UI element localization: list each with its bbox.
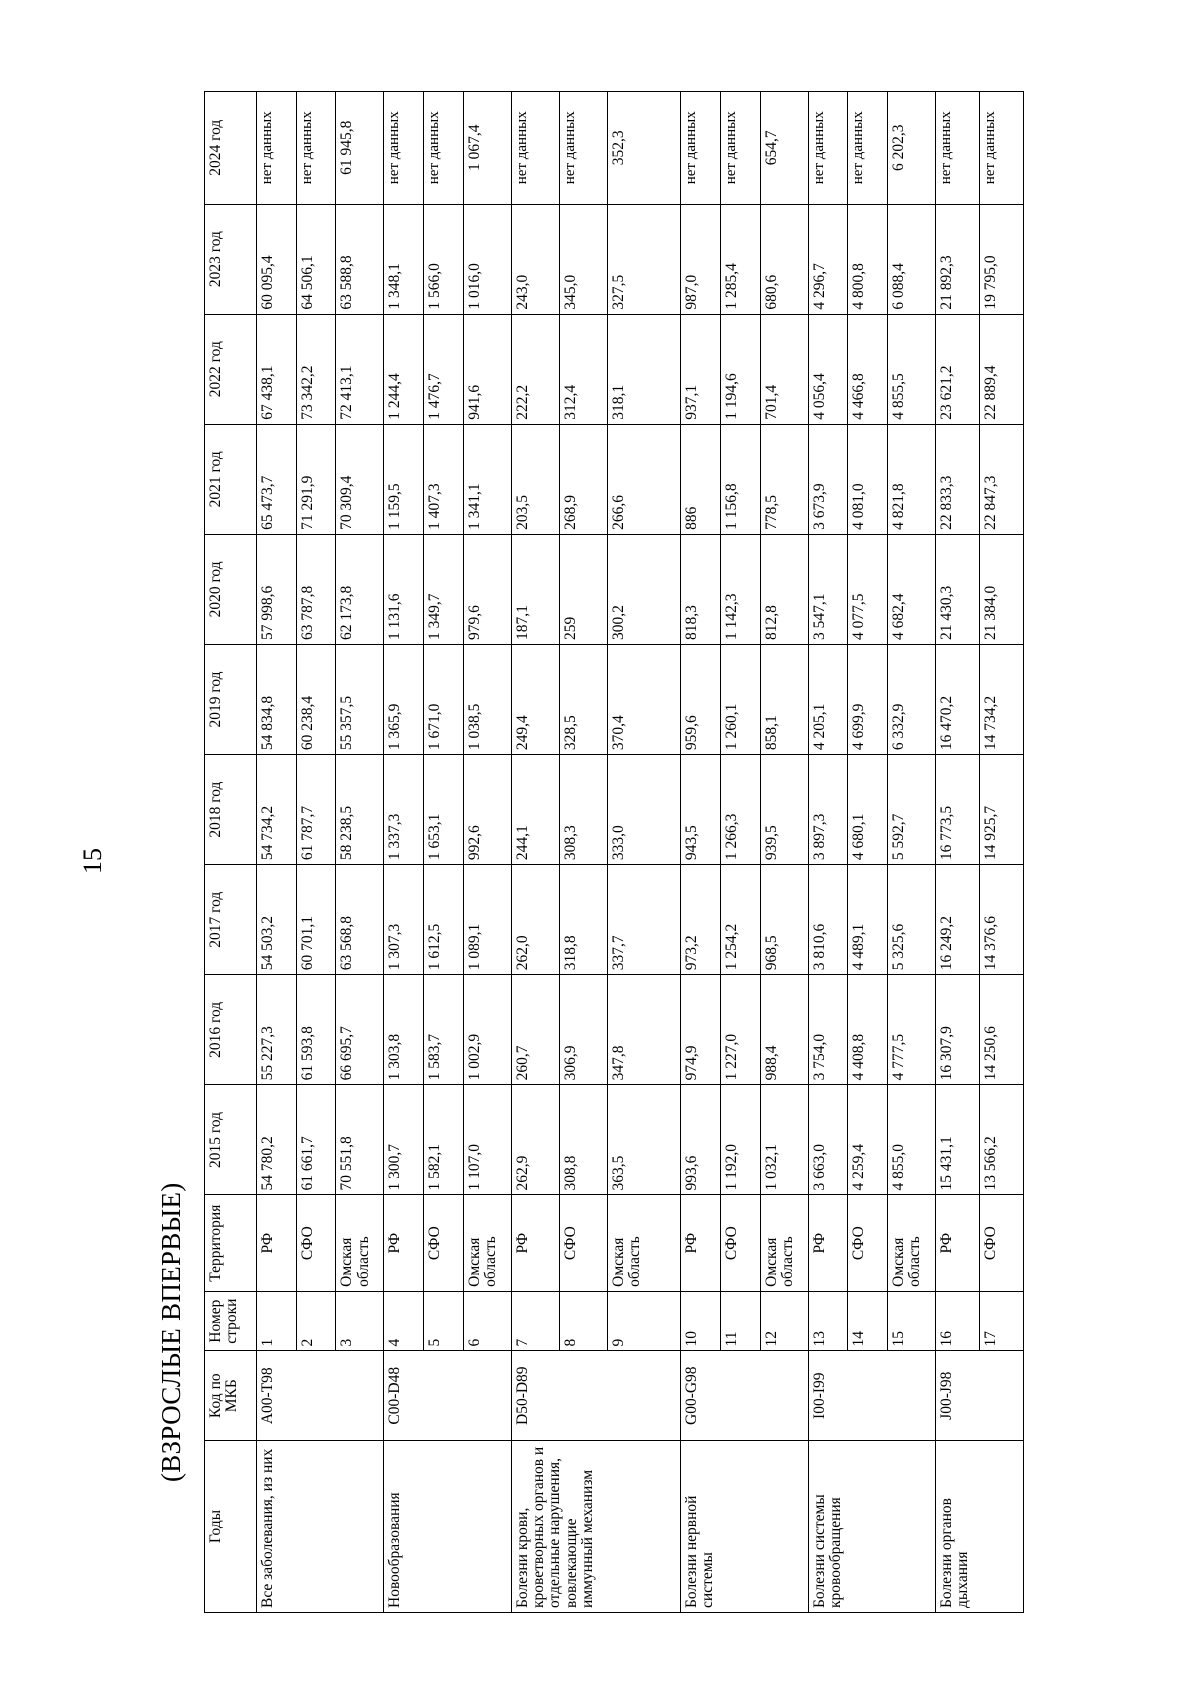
value-cell: 992,6 [463, 755, 511, 865]
value-cell: 968,5 [760, 865, 808, 975]
column-header: 2020 год [205, 534, 257, 644]
value-cell: 1 156,8 [720, 424, 760, 534]
territory-cell: СФО [296, 1195, 336, 1291]
value-cell: 243,0 [511, 204, 559, 314]
value-cell: 1 131,6 [384, 534, 424, 644]
value-cell: 306,9 [560, 975, 608, 1085]
value-cell: 1 002,9 [463, 975, 511, 1085]
value-cell: 5 592,7 [888, 755, 936, 865]
value-cell: 4 259,4 [848, 1085, 888, 1195]
value-cell: 262,9 [511, 1085, 559, 1195]
value-cell: 308,8 [560, 1085, 608, 1195]
table-row [384, 92, 424, 1613]
value-cell: 1 671,0 [424, 644, 464, 754]
disease-group-name: Болезни нервной системы [681, 1440, 808, 1612]
value-cell: 63 787,8 [296, 534, 336, 644]
value-cell: 6 202,3 [888, 92, 936, 205]
territory-cell: Омская область [463, 1195, 511, 1291]
territory-cell: СФО [980, 1195, 1024, 1291]
value-cell: 352,3 [608, 92, 681, 205]
table-row [808, 92, 848, 1613]
value-cell: 72 413,1 [336, 314, 384, 424]
value-cell: 4 205,1 [808, 644, 848, 754]
value-cell: 1 089,1 [463, 865, 511, 975]
column-header: 2017 год [205, 865, 257, 975]
value-cell: 14 734,2 [980, 644, 1024, 754]
value-cell: нет данных [936, 92, 980, 205]
row-number: 14 [848, 1291, 888, 1351]
value-cell: 4 296,7 [808, 204, 848, 314]
value-cell: 14 376,6 [980, 865, 1024, 975]
value-cell: 14 250,6 [980, 975, 1024, 1085]
value-cell: 1 582,1 [424, 1085, 464, 1195]
territory-cell: Омская область [336, 1195, 384, 1291]
disease-group-name: Болезни крови, кроветворных органов и отдельные нарушения, вовлекающие иммунный механизм [511, 1440, 680, 1612]
value-cell: 6 088,4 [888, 204, 936, 314]
value-cell: 1 032,1 [760, 1085, 808, 1195]
value-cell: 19 795,0 [980, 204, 1024, 314]
value-cell: 939,5 [760, 755, 808, 865]
value-cell: 55 227,3 [257, 975, 297, 1085]
value-cell: 333,0 [608, 755, 681, 865]
value-cell: 262,0 [511, 865, 559, 975]
column-header: 2024 год [205, 92, 257, 205]
value-cell: 21 384,0 [980, 534, 1024, 644]
value-cell: 22 889,4 [980, 314, 1024, 424]
value-cell: 1 303,8 [384, 975, 424, 1085]
value-cell: 1 349,7 [424, 534, 464, 644]
row-number: 13 [808, 1291, 848, 1351]
value-cell: нет данных [424, 92, 464, 205]
territory-cell: Омская область [760, 1195, 808, 1291]
value-cell: 67 438,1 [257, 314, 297, 424]
value-cell: 347,8 [608, 975, 681, 1085]
icd-code: A00-T98 [257, 1351, 384, 1440]
value-cell: 818,3 [681, 534, 721, 644]
territory-cell: СФО [720, 1195, 760, 1291]
value-cell: 61 787,7 [296, 755, 336, 865]
row-number: 7 [511, 1291, 559, 1351]
value-cell: 973,2 [681, 865, 721, 975]
value-cell: 300,2 [608, 534, 681, 644]
page-heading: (ВЗРОСЛЫЕ ВПЕРВЫЕ) [156, 1182, 186, 1482]
value-cell: 1 300,7 [384, 1085, 424, 1195]
value-cell: 1 612,5 [424, 865, 464, 975]
value-cell: 1 653,1 [424, 755, 464, 865]
column-header: 2022 год [205, 314, 257, 424]
column-header: 2016 год [205, 975, 257, 1085]
value-cell: 858,1 [760, 644, 808, 754]
disease-group-name: Болезни органов дыхания [936, 1440, 1024, 1612]
value-cell: 66 695,7 [336, 975, 384, 1085]
value-cell: 993,6 [681, 1085, 721, 1195]
value-cell: 4 466,8 [848, 314, 888, 424]
value-cell: 61 661,7 [296, 1085, 336, 1195]
value-cell: 6 332,9 [888, 644, 936, 754]
value-cell: 4 777,5 [888, 975, 936, 1085]
table-row [511, 92, 559, 1613]
column-header: Территория [205, 1195, 257, 1291]
value-cell: 16 470,2 [936, 644, 980, 754]
value-cell: 1 476,7 [424, 314, 464, 424]
value-cell: 1 266,3 [720, 755, 760, 865]
disease-group-name: Все заболевания, из них [257, 1440, 384, 1612]
territory-cell: Омская область [608, 1195, 681, 1291]
value-cell: 654,7 [760, 92, 808, 205]
value-cell: 1 348,1 [384, 204, 424, 314]
value-cell: 1 067,4 [463, 92, 511, 205]
table-header-row [205, 92, 257, 1613]
value-cell: 988,4 [760, 975, 808, 1085]
value-cell: 4 699,9 [848, 644, 888, 754]
value-cell: нет данных [980, 92, 1024, 205]
value-cell: 54 780,2 [257, 1085, 297, 1195]
value-cell: 778,5 [760, 424, 808, 534]
row-number: 16 [936, 1291, 980, 1351]
row-number: 2 [296, 1291, 336, 1351]
column-header: 2023 год [205, 204, 257, 314]
morbidity-table [204, 91, 1024, 1613]
value-cell: 812,8 [760, 534, 808, 644]
value-cell: 70 309,4 [336, 424, 384, 534]
value-cell: 4 855,0 [888, 1085, 936, 1195]
value-cell: 1 365,9 [384, 644, 424, 754]
territory-cell: СФО [560, 1195, 608, 1291]
value-cell: 62 173,8 [336, 534, 384, 644]
column-header: Номер строки [205, 1291, 257, 1351]
value-cell: 1 566,0 [424, 204, 464, 314]
value-cell: 4 489,1 [848, 865, 888, 975]
territory-cell: Омская область [888, 1195, 936, 1291]
value-cell: 21 892,3 [936, 204, 980, 314]
territory-cell: РФ [257, 1195, 297, 1291]
row-number: 10 [681, 1291, 721, 1351]
value-cell: нет данных [560, 92, 608, 205]
value-cell: 14 925,7 [980, 755, 1024, 865]
value-cell: 16 307,9 [936, 975, 980, 1085]
row-number: 1 [257, 1291, 297, 1351]
territory-cell: РФ [681, 1195, 721, 1291]
value-cell: 1 254,2 [720, 865, 760, 975]
territory-cell: СФО [848, 1195, 888, 1291]
value-cell: 54 734,2 [257, 755, 297, 865]
value-cell: 363,5 [608, 1085, 681, 1195]
value-cell: 187,1 [511, 534, 559, 644]
value-cell: 1 337,3 [384, 755, 424, 865]
value-cell: 959,6 [681, 644, 721, 754]
value-cell: 1 159,5 [384, 424, 424, 534]
value-cell: 71 291,9 [296, 424, 336, 534]
value-cell: 5 325,6 [888, 865, 936, 975]
value-cell: 61 593,8 [296, 975, 336, 1085]
value-cell: 1 038,5 [463, 644, 511, 754]
value-cell: нет данных [511, 92, 559, 205]
value-cell: 701,4 [760, 314, 808, 424]
value-cell: 203,5 [511, 424, 559, 534]
value-cell: 3 897,3 [808, 755, 848, 865]
value-cell: 60 238,4 [296, 644, 336, 754]
icd-code: J00-J98 [936, 1351, 1024, 1440]
value-cell: 4 680,1 [848, 755, 888, 865]
value-cell: 58 238,5 [336, 755, 384, 865]
row-number: 5 [424, 1291, 464, 1351]
value-cell: 57 998,6 [257, 534, 297, 644]
value-cell: 260,7 [511, 975, 559, 1085]
value-cell: 22 833,3 [936, 424, 980, 534]
territory-cell: РФ [384, 1195, 424, 1291]
value-cell: 3 810,6 [808, 865, 848, 975]
row-number: 6 [463, 1291, 511, 1351]
icd-code: C00-D48 [384, 1351, 511, 1440]
row-number: 11 [720, 1291, 760, 1351]
value-cell: 54 834,8 [257, 644, 297, 754]
value-cell: 1 285,4 [720, 204, 760, 314]
value-cell: нет данных [720, 92, 760, 205]
value-cell: 3 754,0 [808, 975, 848, 1085]
value-cell: 4 682,4 [888, 534, 936, 644]
value-cell: 259 [560, 534, 608, 644]
value-cell: 16 773,5 [936, 755, 980, 865]
value-cell: 974,9 [681, 975, 721, 1085]
row-number: 15 [888, 1291, 936, 1351]
value-cell: 1 244,4 [384, 314, 424, 424]
column-header: Код по МКБ [205, 1351, 257, 1440]
value-cell: 268,9 [560, 424, 608, 534]
row-number: 4 [384, 1291, 424, 1351]
value-cell: 60 095,4 [257, 204, 297, 314]
value-cell: 327,5 [608, 204, 681, 314]
value-cell: 680,6 [760, 204, 808, 314]
value-cell: 54 503,2 [257, 865, 297, 975]
value-cell: 21 430,3 [936, 534, 980, 644]
value-cell: 266,6 [608, 424, 681, 534]
value-cell: 16 249,2 [936, 865, 980, 975]
value-cell: 65 473,7 [257, 424, 297, 534]
value-cell: 4 408,8 [848, 975, 888, 1085]
value-cell: 244,1 [511, 755, 559, 865]
value-cell: 60 701,1 [296, 865, 336, 975]
value-cell: 15 431,1 [936, 1085, 980, 1195]
value-cell: 1 194,6 [720, 314, 760, 424]
value-cell: 3 663,0 [808, 1085, 848, 1195]
value-cell: 943,5 [681, 755, 721, 865]
morbidity-table-container [204, 91, 1024, 1613]
row-number: 8 [560, 1291, 608, 1351]
column-header: 2019 год [205, 644, 257, 754]
value-cell: 4 056,4 [808, 314, 848, 424]
column-header: 2021 год [205, 424, 257, 534]
value-cell: нет данных [808, 92, 848, 205]
row-number: 9 [608, 1291, 681, 1351]
value-cell: 1 260,1 [720, 644, 760, 754]
value-cell: нет данных [257, 92, 297, 205]
value-cell: 979,6 [463, 534, 511, 644]
territory-cell: РФ [511, 1195, 559, 1291]
value-cell: 1 583,7 [424, 975, 464, 1085]
value-cell: 941,6 [463, 314, 511, 424]
table-row [681, 92, 721, 1613]
value-cell: 1 341,1 [463, 424, 511, 534]
column-header: Годы [205, 1440, 257, 1612]
value-cell: 64 506,1 [296, 204, 336, 314]
value-cell: 1 407,3 [424, 424, 464, 534]
territory-cell: РФ [936, 1195, 980, 1291]
value-cell: 370,4 [608, 644, 681, 754]
value-cell: 1 227,0 [720, 975, 760, 1085]
value-cell: 1 107,0 [463, 1085, 511, 1195]
value-cell: 4 081,0 [848, 424, 888, 534]
value-cell: 70 551,8 [336, 1085, 384, 1195]
value-cell: 345,0 [560, 204, 608, 314]
value-cell: 222,2 [511, 314, 559, 424]
value-cell: 1 192,0 [720, 1085, 760, 1195]
value-cell: 312,4 [560, 314, 608, 424]
icd-code: I00-I99 [808, 1351, 935, 1440]
value-cell: нет данных [681, 92, 721, 205]
territory-cell: СФО [424, 1195, 464, 1291]
value-cell: 55 357,5 [336, 644, 384, 754]
value-cell: 4 821,8 [888, 424, 936, 534]
value-cell: нет данных [384, 92, 424, 205]
value-cell: 1 142,3 [720, 534, 760, 644]
value-cell: 1 016,0 [463, 204, 511, 314]
value-cell: 63 588,8 [336, 204, 384, 314]
value-cell: 22 847,3 [980, 424, 1024, 534]
table-body [257, 92, 1024, 1613]
icd-code: G00-G98 [681, 1351, 808, 1440]
value-cell: нет данных [848, 92, 888, 205]
value-cell: 63 568,8 [336, 865, 384, 975]
territory-cell: РФ [808, 1195, 848, 1291]
value-cell: 3 673,9 [808, 424, 848, 534]
column-header: 2018 год [205, 755, 257, 865]
value-cell: 337,7 [608, 865, 681, 975]
column-header: 2015 год [205, 1085, 257, 1195]
row-number: 3 [336, 1291, 384, 1351]
value-cell: 4 800,8 [848, 204, 888, 314]
value-cell: 318,1 [608, 314, 681, 424]
value-cell: 249,4 [511, 644, 559, 754]
value-cell: 308,3 [560, 755, 608, 865]
value-cell: 937,1 [681, 314, 721, 424]
value-cell: 328,5 [560, 644, 608, 754]
value-cell: 4 855,5 [888, 314, 936, 424]
value-cell: 61 945,8 [336, 92, 384, 205]
value-cell: 1 307,3 [384, 865, 424, 975]
value-cell: нет данных [296, 92, 336, 205]
table-row [936, 92, 980, 1613]
disease-group-name: Болезни системы кровообращения [808, 1440, 935, 1612]
value-cell: 73 342,2 [296, 314, 336, 424]
icd-code: D50-D89 [511, 1351, 680, 1440]
value-cell: 23 621,2 [936, 314, 980, 424]
value-cell: 987,0 [681, 204, 721, 314]
value-cell: 318,8 [560, 865, 608, 975]
table-row [257, 92, 297, 1613]
value-cell: 4 077,5 [848, 534, 888, 644]
row-number: 17 [980, 1291, 1024, 1351]
disease-group-name: Новообразования [384, 1440, 511, 1612]
value-cell: 886 [681, 424, 721, 534]
page-number: 15 [78, 848, 107, 874]
row-number: 12 [760, 1291, 808, 1351]
value-cell: 3 547,1 [808, 534, 848, 644]
value-cell: 13 566,2 [980, 1085, 1024, 1195]
